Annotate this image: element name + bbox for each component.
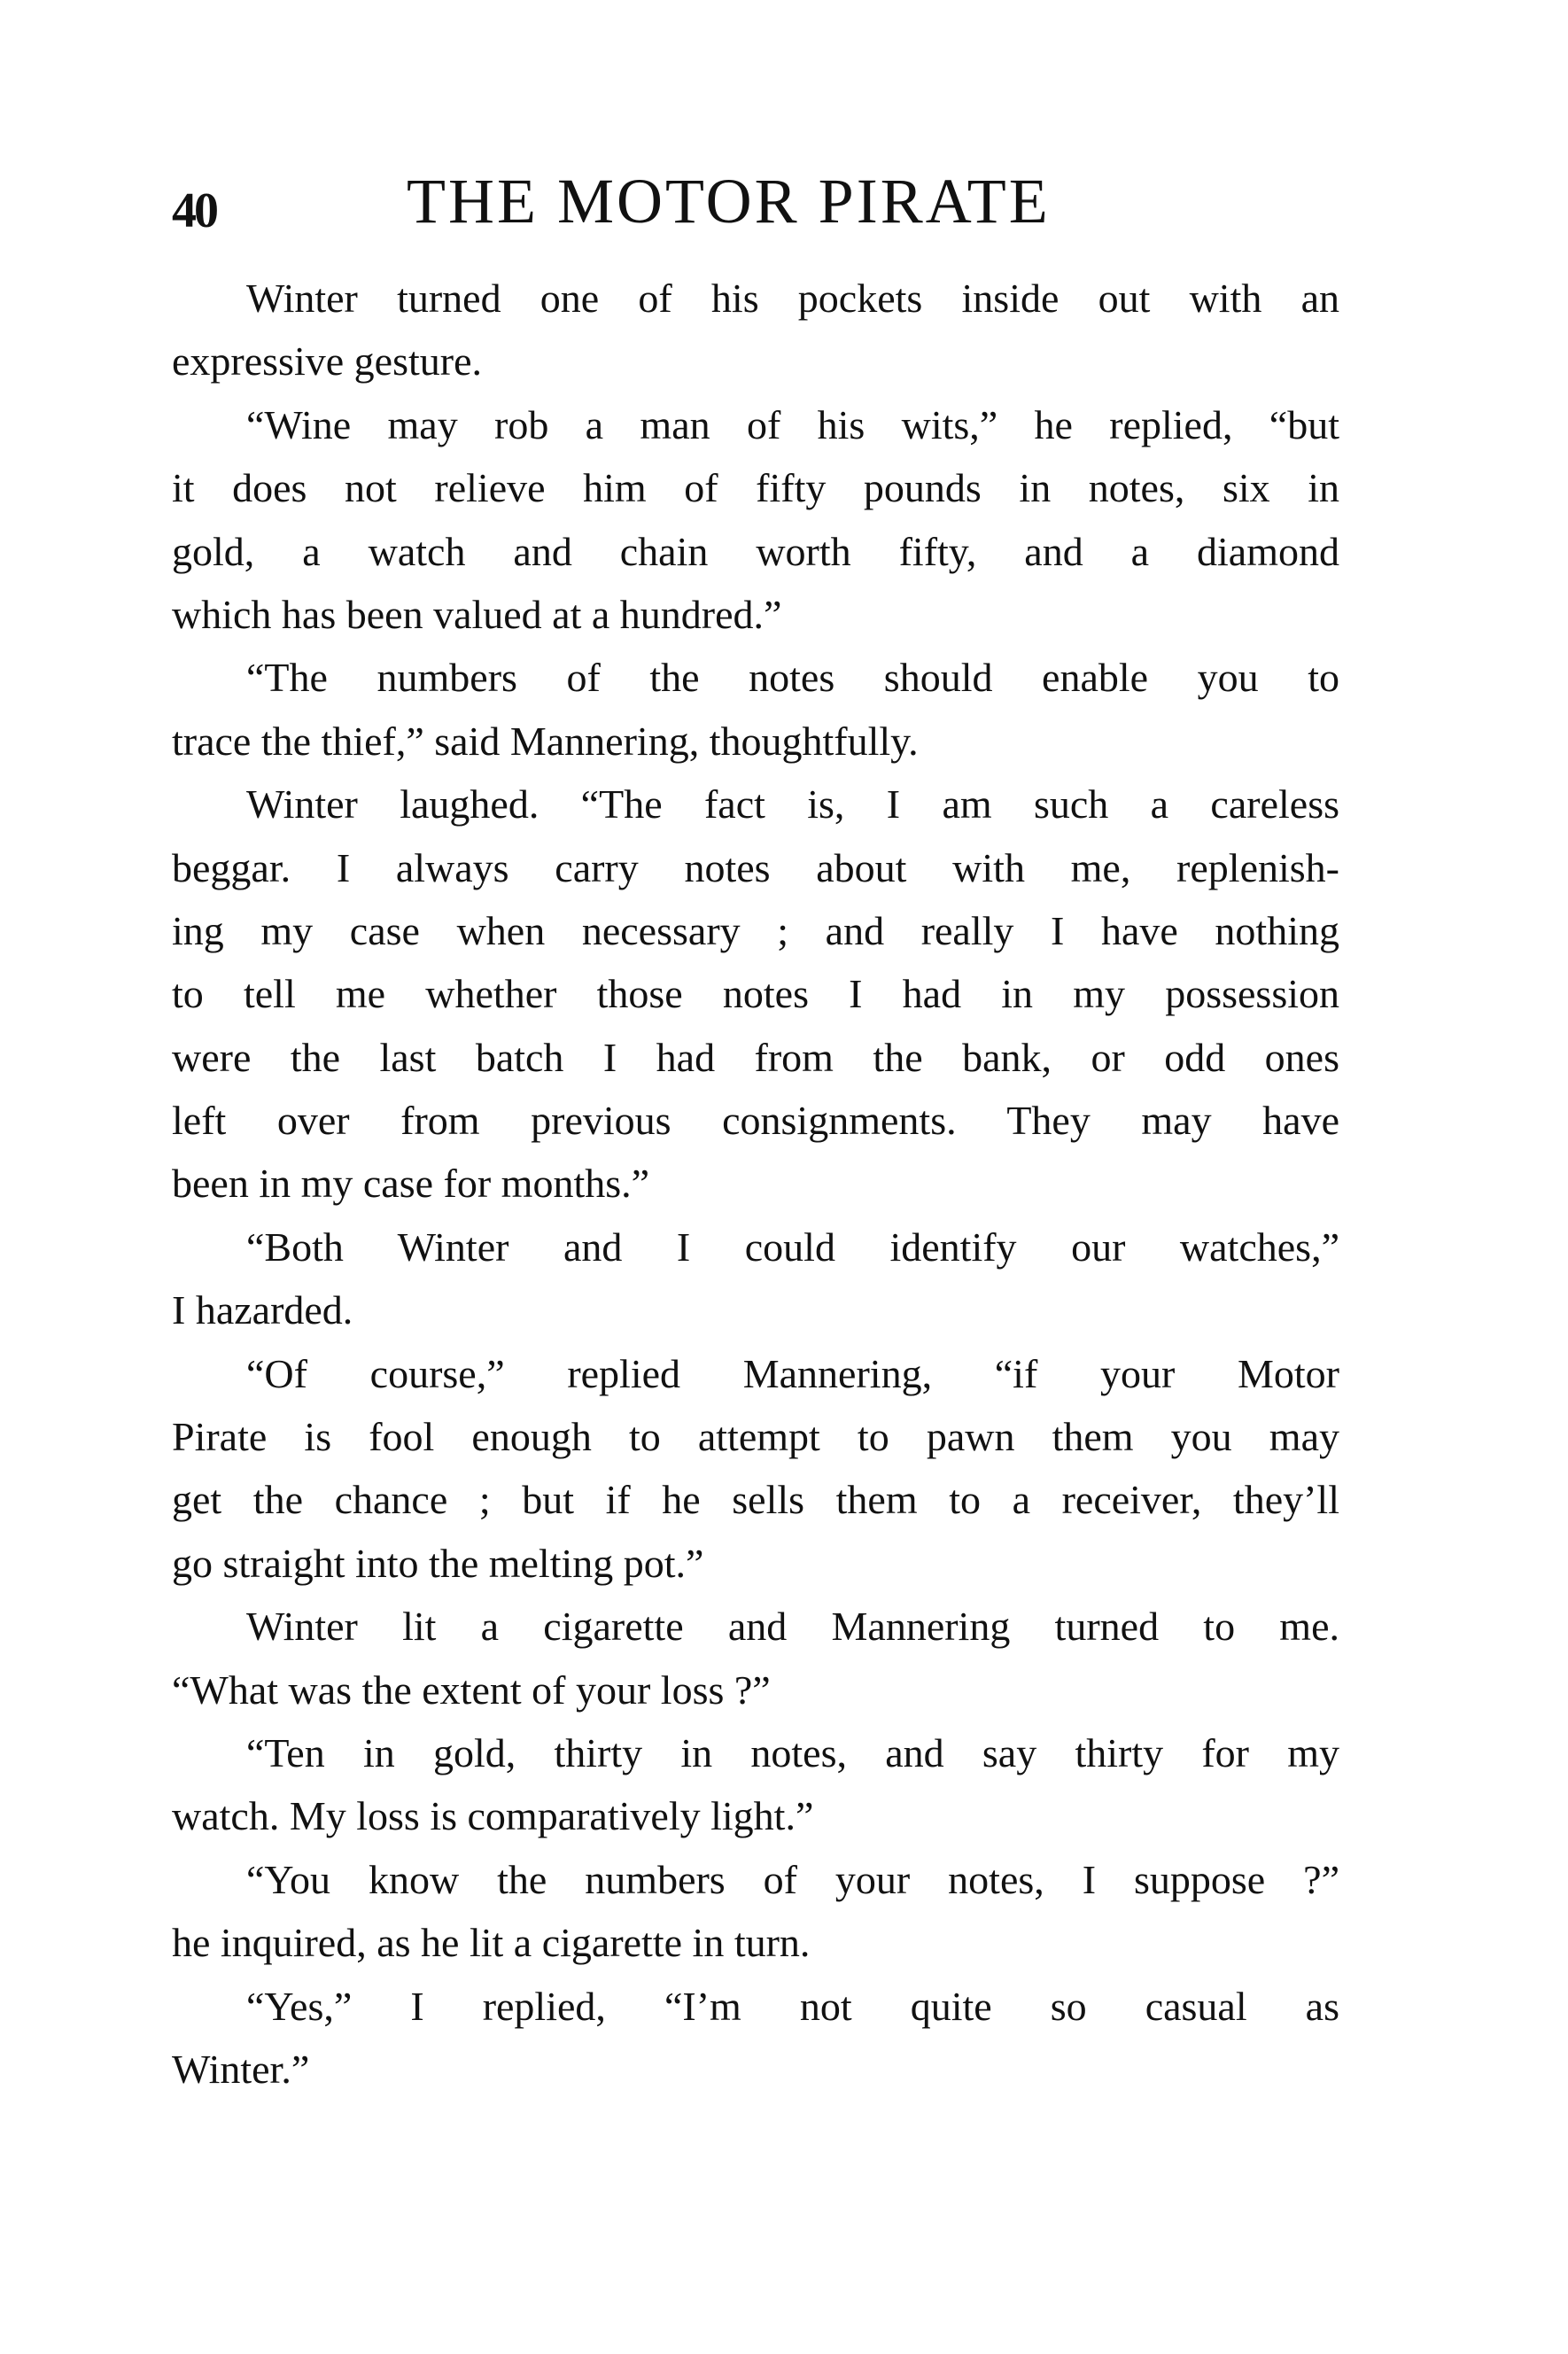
text-line: watch. My loss is comparatively light.” xyxy=(172,1793,814,1839)
text-line: which has been valued at a hundred.” xyxy=(172,591,782,637)
text-line: expressive gesture. xyxy=(172,338,482,385)
text-line: it does not relieve him of fifty pounds in notes, six in xyxy=(172,465,1339,511)
text-line: go straight into the melting pot.” xyxy=(172,1540,704,1586)
text-line: Winter lit a cigarette and Mannering turned to me. xyxy=(246,1604,1339,1650)
text-line: “Yes,” I replied, “I’m not quite so casual as xyxy=(246,1983,1339,2029)
text-line: get the chance ; but if he sells them to a receiver, they’ll xyxy=(172,1477,1339,1523)
text-line: beggar. I always carry notes about with me, replenish- xyxy=(172,844,1339,890)
body-text xyxy=(172,267,1339,2101)
running-title: THE MOTOR PIRATE xyxy=(407,166,1051,237)
text-line: “Ten in gold, thirty in notes, and say thirty for my xyxy=(246,1729,1339,1775)
text-line: were the last batch I had from the bank, or odd ones xyxy=(172,1034,1339,1080)
text-line: Winter turned one of his pockets inside out with an xyxy=(246,276,1339,321)
text-line: “Of course,” replied Mannering, “if your Motor xyxy=(246,1350,1339,1396)
text-line: ing my case when necessary ; and really I have nothing xyxy=(172,907,1339,953)
text-line: “The numbers of the notes should enable you to xyxy=(246,655,1339,701)
text-line: Winter laughed. “The fact is, I am such a careless xyxy=(246,781,1339,827)
running-header xyxy=(172,165,1339,245)
page-number: 40 xyxy=(172,183,216,238)
text-line: “Wine may rob a man of his wits,” he replied, “but xyxy=(246,401,1339,447)
text-line: he inquired, as he lit a cigarette in turn. xyxy=(172,1920,811,1966)
text-line: Winter.” xyxy=(172,2046,310,2092)
text-line: “What was the extent of your loss ?” xyxy=(172,1666,771,1713)
text-line: been in my case for months.” xyxy=(172,1161,650,1207)
text-line: to tell me whether those notes I had in my possession xyxy=(172,971,1339,1017)
text-line: gold, a watch and chain worth fifty, and a diamond xyxy=(172,528,1339,574)
text-line: trace the thief,” said Mannering, thoughtfully. xyxy=(172,718,919,764)
text-line: “Both Winter and I could identify our watches,” xyxy=(246,1224,1339,1270)
text-line: “You know the numbers of your notes, I suppose ?” xyxy=(246,1856,1339,1902)
text-line: Pirate is fool enough to attempt to pawn them you may xyxy=(172,1414,1339,1460)
text-line: left over from previous consignments. They may have xyxy=(172,1098,1339,1144)
text-line: I hazarded. xyxy=(172,1287,353,1333)
